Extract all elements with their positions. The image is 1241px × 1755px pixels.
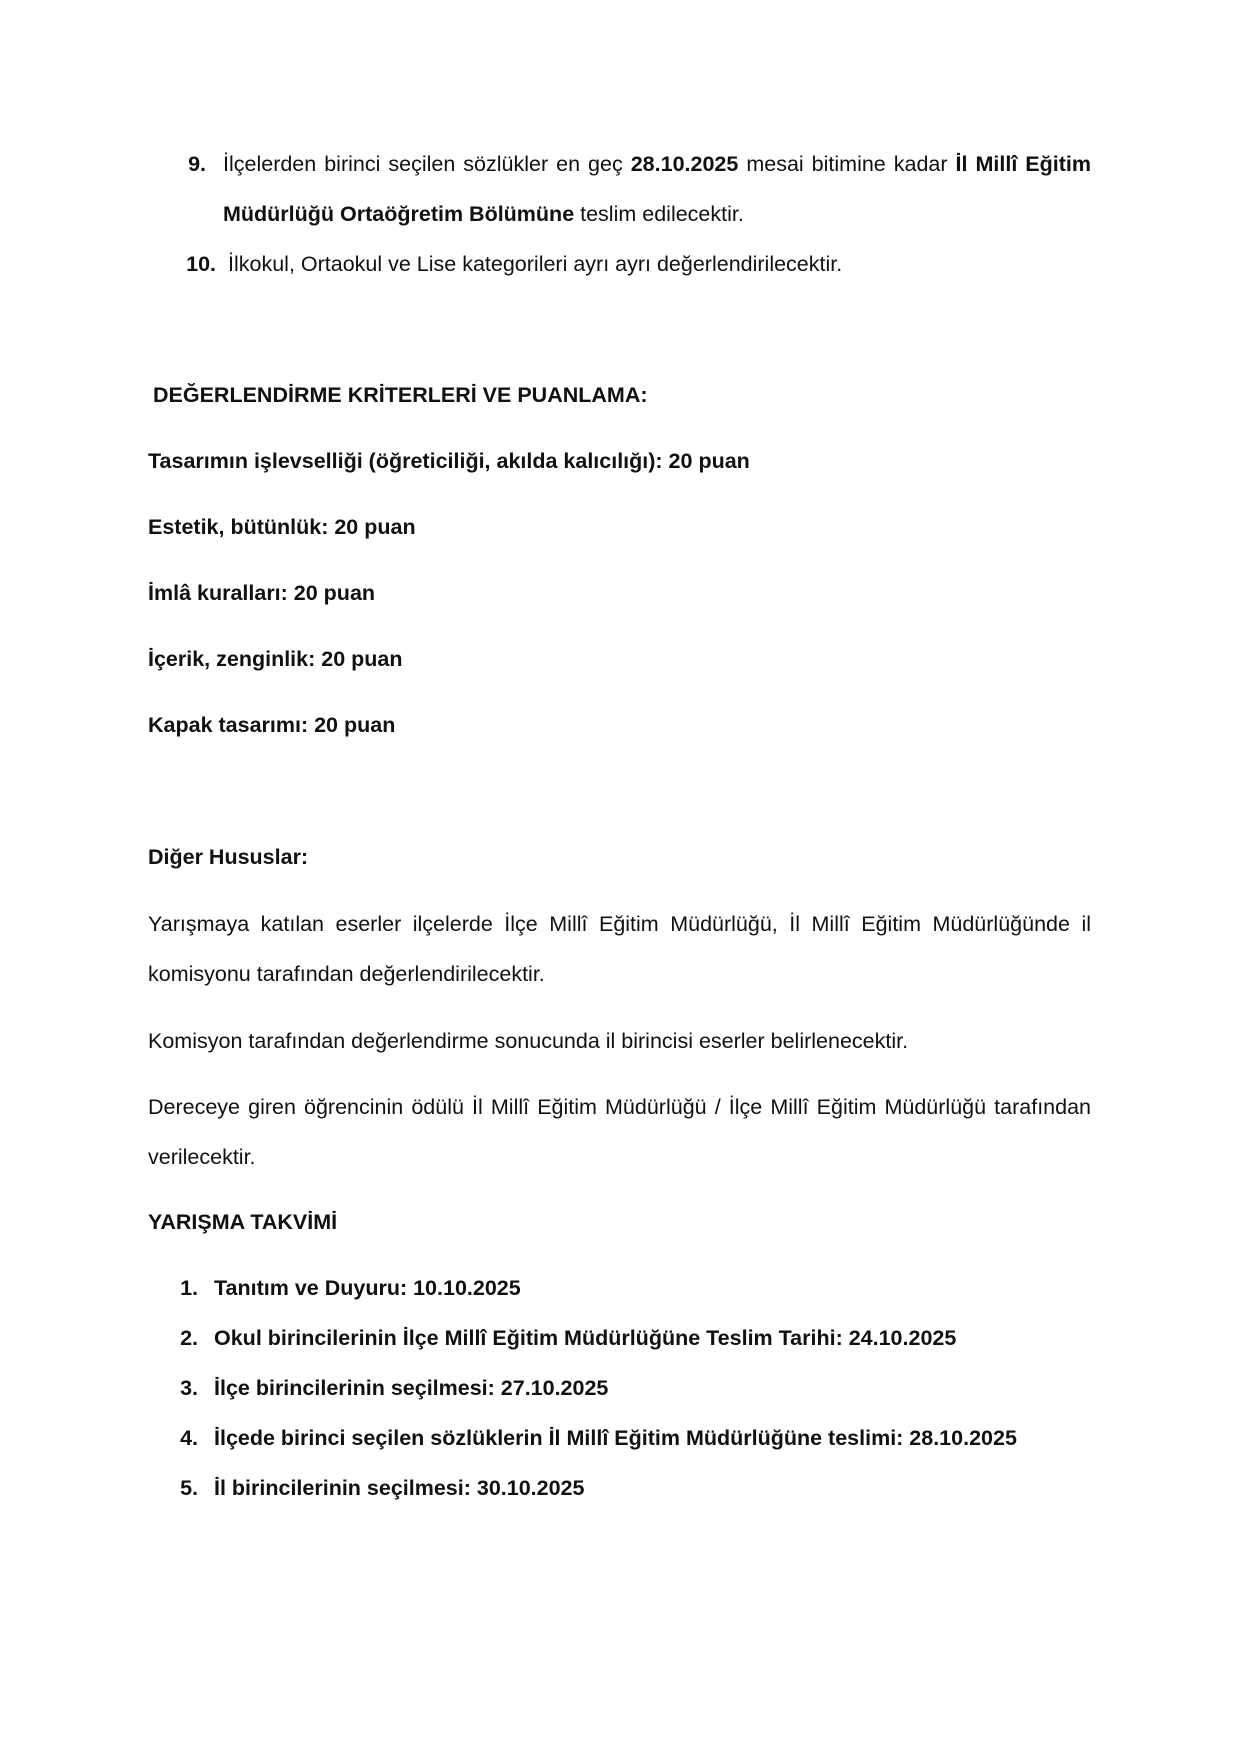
rule-number: 10.	[186, 252, 216, 276]
other-heading: Diğer Hususlar:	[148, 845, 309, 869]
rule-text: İlkokul, Ortaokul ve Lise kategorileri ayrı ayrı değerlendirilecektir.	[228, 252, 843, 276]
rule-text-part: mesai bitimine kadar	[738, 152, 956, 176]
criteria-item: Tasarımın işlevselliği (öğreticiliği, akılda kalıcılığı): 20 puan	[148, 449, 750, 473]
criteria-item: İmlâ kuralları: 20 puan	[148, 581, 376, 605]
office-name: İl Millî Eğitim Müdürlüğü Ortaöğretim Bölümüne	[223, 152, 1091, 226]
other-paragraph: Yarışmaya katılan eserler ilçelerde İlçe Millî Eğitim Müdürlüğü, İl Millî Eğitim Müdürlüğünde il komisyonu tarafından değerlendirilecektir.	[148, 912, 1091, 986]
calendar-item	[0, 1426, 1241, 1456]
calendar-heading: YARIŞMA TAKVİMİ	[148, 1210, 338, 1234]
rule-text	[223, 139, 1091, 239]
calendar-item-text: İlçe birincilerinin seçilmesi: 27.10.2025	[214, 1376, 609, 1400]
calendar-item-number: 3.	[180, 1376, 198, 1400]
calendar-item-text: İlçede birinci seçilen sözlüklerin İl Millî Eğitim Müdürlüğüne teslimi: 28.10.2025	[214, 1426, 1017, 1450]
calendar-item-text: İl birincilerinin seçilmesi: 30.10.2025	[214, 1476, 585, 1500]
calendar-item-number: 5.	[180, 1476, 198, 1500]
calendar-item	[0, 1476, 1241, 1506]
rule-text-part: teslim edilecektir.	[574, 202, 744, 226]
rule-number: 9.	[188, 152, 206, 176]
calendar-item-text: Okul birincilerinin İlçe Millî Eğitim Müdürlüğüne Teslim Tarihi: 24.10.2025	[214, 1326, 957, 1350]
criteria-item: Kapak tasarımı: 20 puan	[148, 713, 396, 737]
calendar-item-number: 4.	[180, 1426, 198, 1450]
other-paragraph: Komisyon tarafından değerlendirme sonucunda il birincisi eserler belirlenecektir.	[148, 1029, 909, 1053]
calendar-item-text: Tanıtım ve Duyuru: 10.10.2025	[214, 1276, 521, 1300]
calendar-item-number: 1.	[180, 1276, 198, 1300]
criteria-item: İçerik, zenginlik: 20 puan	[148, 647, 403, 671]
other-paragraph: Dereceye giren öğrencinin ödülü İl Millî Eğitim Müdürlüğü / İlçe Millî Eğitim Müdürlüğü tarafından verilecektir.	[148, 1095, 1091, 1169]
deadline-date: 28.10.2025	[630, 152, 739, 176]
criteria-item: Estetik, bütünlük: 20 puan	[148, 515, 416, 539]
calendar-item	[0, 1376, 1241, 1406]
calendar-item	[0, 1276, 1241, 1306]
criteria-heading: DEĞERLENDİRME KRİTERLERİ VE PUANLAMA:	[153, 383, 648, 407]
calendar-item	[0, 1326, 1241, 1356]
rule-text-part: İlçelerden birinci seçilen sözlükler en geç	[223, 152, 631, 176]
calendar-item-number: 2.	[180, 1326, 198, 1350]
